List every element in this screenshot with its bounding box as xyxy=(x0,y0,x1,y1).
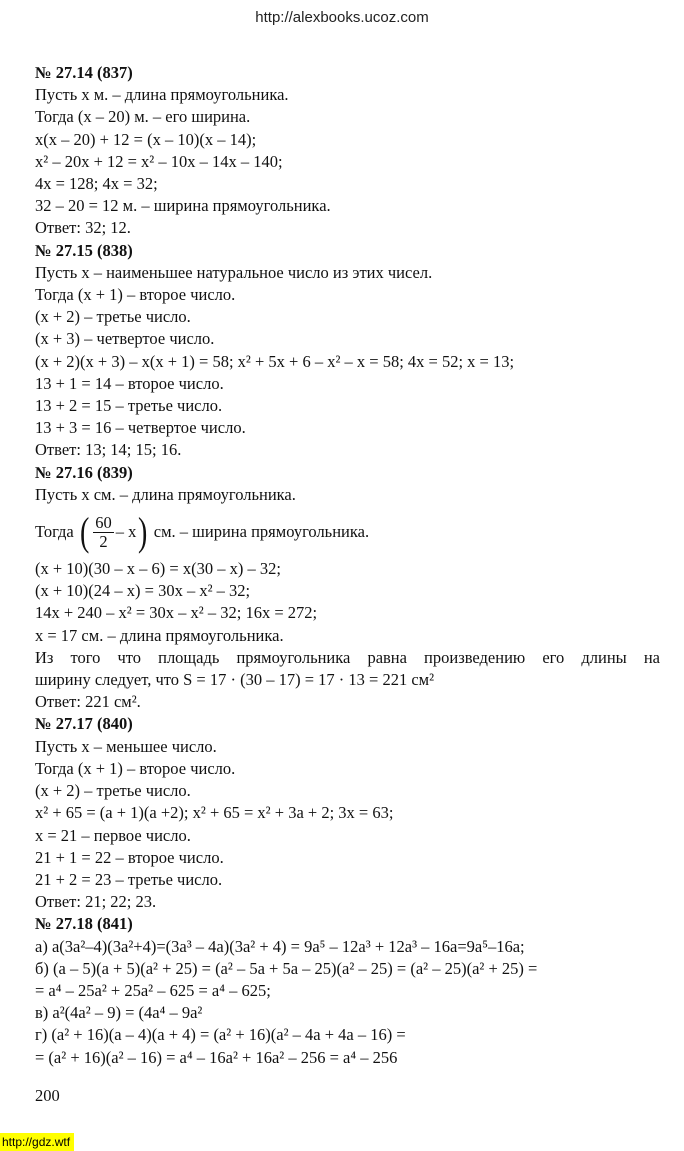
equation-line: (x + 10)(24 – x) = 30x – x² – 32; xyxy=(35,581,251,601)
answer-line: Ответ: 13; 14; 15; 16. xyxy=(35,440,182,460)
text-line: Тогда (x + 1) – второе число. xyxy=(35,285,236,305)
equation-line: x² – 20x + 12 = x² – 10x – 14x – 140; xyxy=(35,151,283,171)
text-line: (x + 3) – четвертое число. xyxy=(35,329,215,349)
text-line: Пусть x – наименьшее натуральное число из этих чисел. xyxy=(35,262,433,282)
equation-line: = a⁴ – 25a² + 25a² – 625 = a⁴ – 625; xyxy=(35,980,271,1000)
page-number: 200 xyxy=(35,1086,60,1105)
right-paren: ) xyxy=(138,509,148,555)
equation-line: б) (a – 5)(a + 5)(a² + 25) = (a² – 5a + 5a – 25)(a² – 25) = (a² – 25)(a² + 25) = xyxy=(35,958,538,978)
answer-line: Ответ: 221 см². xyxy=(35,692,141,712)
text-line: Из того что площадь прямоугольника равна произведению его длины на xyxy=(35,647,660,667)
text-line: Пусть x м. – длина прямоугольника. xyxy=(35,85,289,105)
fraction-line xyxy=(35,506,660,558)
left-paren: ( xyxy=(79,509,90,555)
equation-line: (x + 10)(30 – x – 6) = x(30 – x) – 32; xyxy=(35,559,281,579)
problem-heading: № 27.14 (837) xyxy=(35,63,133,82)
text-fragment: – x xyxy=(115,521,137,541)
equation-line: x² + 65 = (a + 1)(a +2); x² + 65 = x² + 3a + 2; 3x = 63; xyxy=(35,803,394,823)
answer-line: Ответ: 21; 22; 23. xyxy=(35,892,157,912)
text-line: Пусть x см. – длина прямоугольника. xyxy=(35,484,296,504)
text-line: 13 + 3 = 16 – четвертое число. xyxy=(35,418,246,438)
text-line: Тогда (x + 1) – второе число. xyxy=(35,758,236,778)
text-fragment: Тогда xyxy=(35,521,74,541)
problem-heading: № 27.17 (840) xyxy=(35,714,133,734)
text-line: Тогда (x – 20) м. – его ширина. xyxy=(35,107,251,127)
equation-line: = (a² + 16)(a² – 16) = a⁴ – 16a² + 16a² – 256 = a⁴ – 256 xyxy=(35,1047,398,1067)
text-line: 13 + 2 = 15 – третье число. xyxy=(35,396,223,416)
equation-line: (x + 2)(x + 3) – x(x + 1) = 58; x² + 5x + 6 – x² – x = 58; 4x = 52; x = 13; xyxy=(35,351,515,371)
header-url: http://alexbooks.ucoz.com xyxy=(255,9,429,26)
equation-line: а) a(3a²–4)(3a²+4)=(3a³ – 4a)(3a² + 4) = 9a⁵ – 12a³ + 12a³ – 16a=9a⁵–16a; xyxy=(35,936,525,956)
text-line: 21 + 2 = 23 – третье число. xyxy=(35,869,223,889)
answer-line: Ответ: 32; 12. xyxy=(35,218,131,238)
equation-line: в) a²(4a² – 9) = (4a⁴ – 9a² xyxy=(35,1003,203,1023)
fraction xyxy=(93,514,114,551)
fraction-denominator: 2 xyxy=(99,531,108,551)
text-fragment: см. – ширина прямоугольника. xyxy=(153,521,370,541)
text-line: 13 + 1 = 14 – второе число. xyxy=(35,373,224,393)
problem-heading: № 27.16 (839) xyxy=(35,462,133,482)
page-content xyxy=(35,62,660,1069)
text-line: ширину следует, что S = 17 · (30 – 17) = 17 · 13 = 221 см² xyxy=(35,670,435,690)
equation-line: 14x + 240 – x² = 30x – x² – 32; 16x = 272; xyxy=(35,603,318,623)
text-line: x = 21 – первое число. xyxy=(35,825,191,845)
text-line: x = 17 см. – длина прямоугольника. xyxy=(35,625,284,645)
equation-line: 4x = 128; 4x = 32; xyxy=(35,174,158,194)
footer-url[interactable]: http://gdz.wtf xyxy=(0,1133,74,1151)
text-line: 32 – 20 = 12 м. – ширина прямоугольника. xyxy=(35,196,331,216)
fraction-numerator: 60 xyxy=(95,512,112,532)
equation-line: г) (a² + 16)(a – 4)(a + 4) = (a² + 16)(a² – 4a + 4a – 16) = xyxy=(35,1025,406,1045)
equation-line: x(x – 20) + 12 = (x – 10)(x – 14); xyxy=(35,129,257,149)
text-line: (x + 2) – третье число. xyxy=(35,781,191,801)
text-line: Пусть x – меньшее число. xyxy=(35,736,217,756)
text-line: (x + 2) – третье число. xyxy=(35,307,191,327)
problem-heading: № 27.15 (838) xyxy=(35,240,133,260)
problem-heading: № 27.18 (841) xyxy=(35,914,133,934)
text-line: 21 + 1 = 22 – второе число. xyxy=(35,847,224,867)
